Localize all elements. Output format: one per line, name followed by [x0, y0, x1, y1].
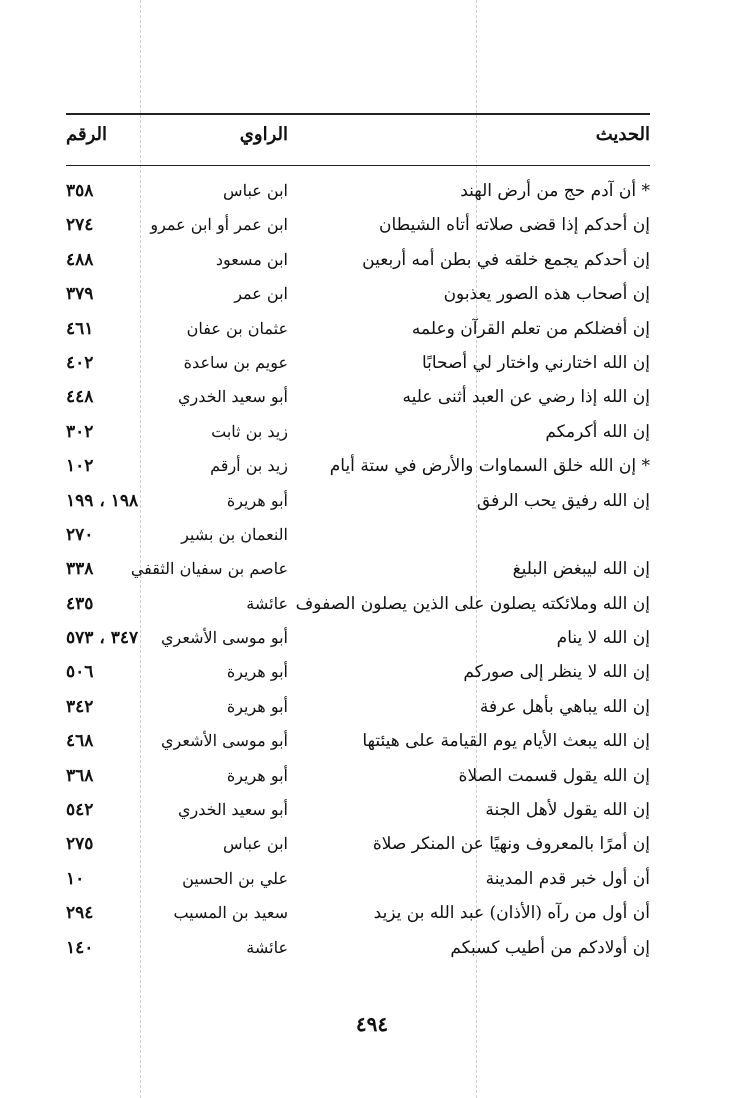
narrator-name: النعمان بن بشير — [181, 524, 288, 544]
table-row — [66, 384, 650, 418]
hadith-text: إن الله لا ينام — [556, 628, 650, 649]
table-row — [66, 247, 650, 281]
table-row — [66, 281, 650, 315]
table-row — [66, 419, 650, 453]
hadith-text: إن أصحاب هذه الصور يعذبون — [443, 284, 650, 305]
header-top-rule — [66, 113, 650, 115]
hadith-text: إن الله رفيق يحب الرفق — [476, 490, 650, 511]
narrator-name: ابن عباس — [223, 181, 288, 200]
hadith-number: ٤٤٨ — [66, 387, 94, 408]
table-row — [66, 900, 650, 934]
hadith-number: ٢٧٤ — [66, 215, 94, 236]
narrator-name: عويم بن ساعدة — [183, 352, 288, 372]
narrator-name: أبو هريرة — [226, 490, 288, 510]
hadith-text: إن الله يقول قسمت الصلاة — [458, 765, 650, 786]
hadith-number: ٥٤٢ — [66, 800, 94, 821]
narrator-name: عاصم بن سفيان الثقفي — [130, 559, 288, 579]
hadith-number: ٤٨٨ — [66, 249, 94, 270]
table-row — [66, 522, 650, 556]
hadith-number: ٣٠٢ — [66, 421, 94, 442]
narrator-name: زيد بن ثابت — [211, 421, 288, 441]
hadith-text: إن الله يبعث الأيام يوم القيامة على هيئتها — [362, 731, 650, 752]
hadith-text: إن الله وملائكته يصلون على الذين يصلون الصفوف — [295, 593, 650, 614]
hadith-text: إن الله ليبغض البليغ — [512, 559, 650, 580]
narrator-name: سعيد بن المسيب — [173, 903, 288, 923]
narrator-name: عثمان بن عفان — [186, 318, 288, 338]
hadith-number: ١٠ — [66, 868, 85, 889]
hadith-number: ١٩٨ ، ١٩٩ — [66, 490, 139, 511]
table-row — [66, 694, 650, 728]
hadith-text: * أن آدم حج من أرض الهند — [460, 181, 650, 201]
hadith-number: ٣٧٩ — [66, 284, 94, 305]
hadith-number: ٢٧٠ — [66, 524, 94, 545]
hadith-text: أن أول من رآه (الأذان) عبد الله بن يزيد — [373, 903, 650, 924]
narrator-name: علي بن الحسين — [182, 868, 288, 888]
hadith-text: إن أحدكم يجمع خلقه في بطن أمه أربعين — [362, 249, 650, 270]
table-row — [66, 350, 650, 384]
table-row — [66, 488, 650, 522]
table-row — [66, 763, 650, 797]
hadith-text: * إن الله خلق السماوات والأرض في ستة أيام — [329, 456, 650, 477]
narrator-name: عائشة — [246, 937, 288, 957]
narrator-name: عائشة — [246, 593, 288, 613]
header-hadith: الحديث — [595, 124, 650, 145]
narrator-name: أبو هريرة — [226, 765, 288, 785]
narrator-name: أبو هريرة — [226, 696, 288, 716]
table-row — [66, 866, 650, 900]
hadith-text: إن الله يقول لأهل الجنة — [485, 800, 650, 821]
narrator-name: أبو هريرة — [226, 662, 288, 682]
hadith-text: إن الله يباهي بأهل عرفة — [479, 696, 650, 717]
header-bottom-rule — [66, 165, 650, 166]
narrator-name: زيد بن أرقم — [210, 456, 288, 476]
hadith-number: ٣٣٨ — [66, 559, 94, 580]
table-row — [66, 728, 650, 762]
table-row — [66, 212, 650, 246]
table-row — [66, 625, 650, 659]
hadith-text: إن أولادكم من أطيب كسبكم — [450, 937, 650, 958]
hadith-text: إن أفضلكم من تعلم القرآن وعلمه — [411, 318, 650, 339]
hadith-number: ٢٧٥ — [66, 834, 94, 855]
hadith-number: ٤٦٨ — [66, 731, 94, 752]
header-narrator: الراوي — [239, 124, 288, 145]
hadith-number: ٣٦٨ — [66, 765, 94, 786]
hadith-number: ١٤٠ — [66, 937, 94, 958]
narrator-name: أبو سعيد الخدري — [178, 800, 288, 820]
narrator-name: ابن عمر — [234, 284, 288, 304]
hadith-index-table — [66, 178, 650, 969]
table-row — [66, 178, 650, 212]
hadith-text: إن الله لا ينظر إلى صوركم — [463, 662, 650, 683]
hadith-number: ٣٥٨ — [66, 181, 94, 201]
table-row — [66, 453, 650, 487]
table-row — [66, 797, 650, 831]
table-row — [66, 935, 650, 969]
table-row — [66, 831, 650, 865]
narrator-name: أبو سعيد الخدري — [178, 387, 288, 407]
narrator-name: ابن مسعود — [215, 249, 288, 269]
hadith-number: ٥٠٦ — [66, 662, 94, 683]
table-row — [66, 591, 650, 625]
page-number: ٤٩٤ — [355, 1012, 389, 1036]
narrator-name: ابن عمر أو ابن عمرو — [150, 215, 288, 235]
hadith-text: إن أحدكم إذا قضى صلاته أتاه الشيطان — [378, 215, 650, 236]
hadith-text: إن الله أكرمكم — [545, 421, 650, 442]
table-row — [66, 659, 650, 693]
hadith-text: إن أمرًا بالمعروف ونهيًا عن المنكر صلاة — [372, 834, 650, 855]
hadith-number: ٤٣٥ — [66, 593, 94, 614]
hadith-number: ٣٤٢ — [66, 696, 94, 717]
hadith-text: إن الله إذا رضي عن العبد أثنى عليه — [402, 387, 650, 408]
hadith-number: ٤٦١ — [66, 318, 94, 339]
hadith-number: ٢٩٤ — [66, 903, 94, 924]
table-header — [66, 124, 650, 154]
narrator-name: ابن عباس — [223, 834, 288, 854]
narrator-name: أبو موسى الأشعري — [161, 731, 288, 751]
hadith-text: أن أول خبر قدم المدينة — [485, 868, 650, 889]
hadith-number: ٤٠٢ — [66, 352, 94, 373]
table-row — [66, 556, 650, 590]
table-row — [66, 316, 650, 350]
hadith-text: إن الله اختارني واختار لي أصحابًا — [421, 352, 650, 373]
header-number: الرقم — [66, 124, 108, 145]
narrator-name: أبو موسى الأشعري — [161, 628, 288, 648]
hadith-number: ١٠٢ — [66, 456, 94, 477]
hadith-number: ٣٤٧ ، ٥٧٣ — [66, 628, 139, 649]
